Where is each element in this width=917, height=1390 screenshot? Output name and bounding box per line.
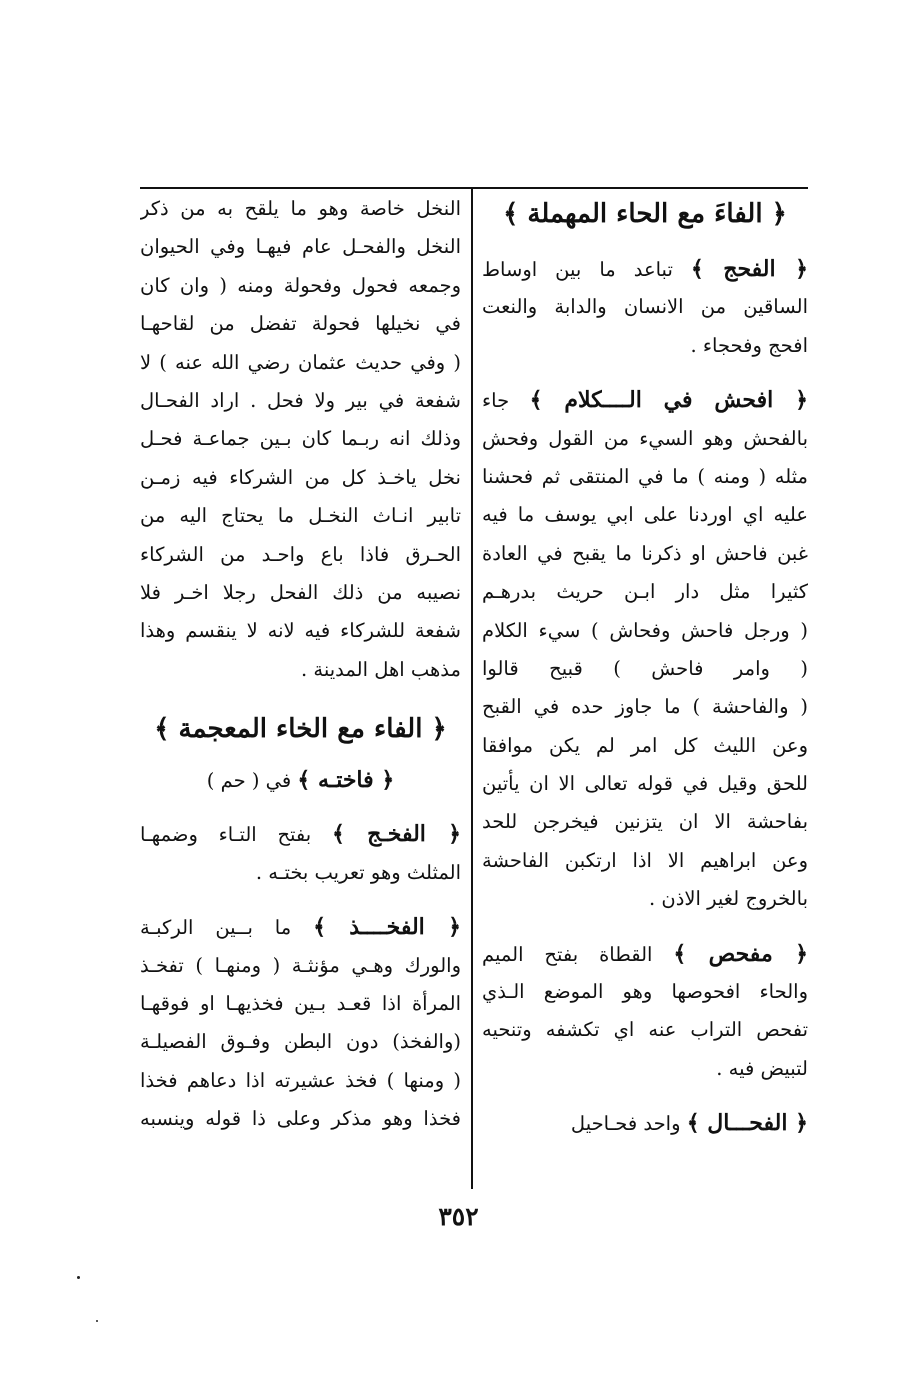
entry-term: ﴿ فاختـه ﴾ [297,767,395,794]
entry-text: الحـرق فاذا باع واحـد من الشركاء [140,542,461,566]
entry-term: ﴿ الفحـــال ﴾ [686,1110,808,1137]
entry-text: شفعة في بير ولا فحل . اراد الفحـال [140,388,461,412]
scan-speck [77,1276,80,1279]
entry-fakhita [140,761,461,799]
entry-alfahhal [482,1104,808,1142]
entry-text: وعن ابراهيم الا اذا ارتكبن الفاحشة [482,848,808,872]
section-heading-kha-muajama: ﴿ الفاء مع الخاء المعجمة ﴾ [154,714,447,745]
entry-text: غبن فاحش او ذكرنا ما يقبح في العادة [482,541,808,565]
entry-text: نخل ياخـذ كل من الشركاء فيه زمـن [140,465,461,489]
column-divider [471,189,473,1189]
entry-text: جاء [482,389,510,413]
entry-alfahj [482,250,808,365]
entry-text: تابير انـاث النخـل ما يحتاج اليه من [140,504,461,528]
entry-text: تباعد ما بين اوساط [482,258,673,281]
entry-text: كثيرا مثل دار ابـن حريث بدرهـم [482,580,808,604]
entry-text: فخذا وهو مذكر وعلى ذا قوله وينسبه [140,1107,461,1131]
entry-text: للحق وقيل في قوله تعالى الا ان يأتين [482,772,808,796]
entry-alfakhj [140,815,461,892]
entry-text: نصيبه من ذلك الفحل رجلا اخـر فلا [140,580,461,604]
entry-text: بالخروج لغير الاذن . [649,887,808,911]
entry-term: ﴿ الفحج ﴾ [690,256,808,282]
entry-text: المثلث وهو تعريب بختـه . [255,860,461,884]
entry-text: مذهب اهل المدينة . [300,657,461,681]
entry-text: (والفخذ) دون البطن وفـوق الفصيلـة [140,1030,461,1054]
entry-text: في ( حم ) [206,769,292,793]
entry-text: النخل والفحـل عام فيهـا وفي الحيوان [140,235,461,259]
entry-text: لتبيض فيه . [716,1056,808,1080]
entry-text: المرأة اذا قعـد بـين فخذيهـا او فوقهـا [140,992,461,1016]
entry-text: وجمعه فحول وفحولة ومنه ( وان كان [140,273,461,297]
entry-term: ﴿ مفحص ﴾ [673,940,808,967]
entry-text: مثله ( ومنه ) ما في المنتقى ثم فحشنا [482,464,808,488]
entry-afhash [482,381,808,918]
entry-text: الساقين من الانسان والدابة والنعت [482,295,808,319]
entry-text: والحاء افحوصها وهو الموضع الـذي [482,980,808,1004]
entry-text: شفعة للشركاء فيه لانه لا ينقسم وهذا [140,619,461,643]
entry-text: واحد فحـاحيل [570,1112,681,1136]
entry-text: ( ورجل فاحش وفحاش ) سيء الكلام [482,618,808,642]
entry-text: ( ومنها ) فخذ عشيرته اذا دعاهم فخذا [140,1068,461,1092]
entry-text: والورك وهـي مؤنثـة ( ومنهـا ) تفخـذ [140,953,461,977]
entry-term: ﴿ الفخــــذ ﴾ [313,914,461,941]
entry-term: ﴿ الفخـج ﴾ [332,821,461,848]
entry-text: ( وفي حديث عثمان رضي الله عنه ) لا [140,350,461,374]
page-number: ٣٥٢ [438,1202,479,1231]
entry-text: في نخيلها فحولة تفضل من لقاحهـا [140,312,461,336]
section-heading-ha-muhmala: ﴿ الفاءَ مع الحاء المهملة ﴾ [503,199,787,229]
entry-text: ( والفاحشة ) ما جاوز حده في القبح [482,695,808,719]
entry-alfakhdh [140,908,461,1138]
entry-text: وذلك انه ربـما كان بـين جماعـة فحـل [140,427,461,451]
right-column [482,190,808,1159]
entry-text: بفتح التـاء وضمهـا [140,823,312,847]
entry-mafhas [482,935,808,1089]
entry-alfahhal-continued [140,190,461,689]
entry-text: بالفحش وهو السيء من القول وفحش [482,426,808,450]
entry-text: بفاحشة الا ان يتزنين فيخرجن للحد [482,810,808,834]
entry-text: النخل خاصة وهو ما يلقح به من ذكر [140,197,461,220]
entry-text: ما بــين الركبـة [140,916,292,940]
entry-text: القطاة بفتح الميم [482,942,653,966]
entry-text: افحج وفحجاء . [690,333,808,357]
entry-term: ﴿ افحش في الــــكلام ﴾ [529,387,808,414]
left-column [140,190,461,1155]
entry-text: ( وامر فاحش ) قبيح قالوا [482,656,808,680]
entry-text: عليه اي اوردنا على ابي يوسف ما فيه [482,503,808,527]
scan-speck [96,1320,98,1322]
entry-text: تفحص التراب عنه اي تكشفه وتنحيه [482,1018,808,1042]
entry-text: وعن الليث كل امر لم يكن موافقا [482,733,808,757]
top-rule [140,187,808,189]
